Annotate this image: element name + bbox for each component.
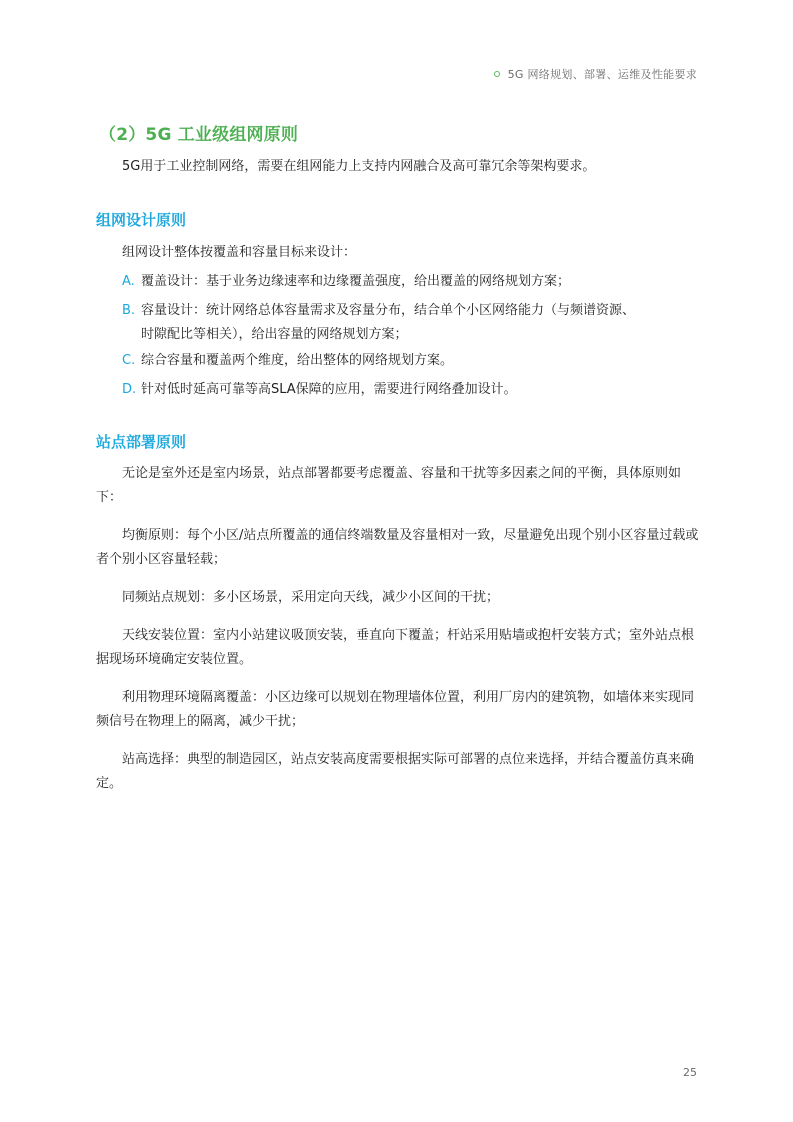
site-paragraph-height: 站高选择：典型的制造园区，站点安装高度需要根据实际可部署的点位来选择，并结合覆盖仿真来确定。 bbox=[96, 752, 695, 791]
list-text-line-1: 容量设计：统计网络总体容量需求及容量分布，结合单个小区网络能力（与频谱资源、 bbox=[141, 303, 636, 318]
site-paragraph-balance: 均衡原则：每个小区/站点所覆盖的通信终端数量及容量相对一致，尽量避免出现个别小区容量过载或者个别小区容量轻载； bbox=[96, 528, 699, 567]
list-text bbox=[141, 299, 635, 347]
list-text: 综合容量和覆盖两个维度，给出整体的网络规划方案。 bbox=[141, 353, 454, 368]
list-marker: D. bbox=[122, 382, 137, 397]
page-number: 25 bbox=[683, 1066, 697, 1079]
site-paragraph-isolation: 利用物理环境隔离覆盖：小区边缘可以规划在物理墙体位置，利用厂房内的建筑物，如墙体来实现同频信号在物理上的隔离，减少干扰； bbox=[96, 690, 695, 729]
list-text: 针对低时延高可靠等高SLA保障的应用，需要进行网络叠加设计。 bbox=[141, 382, 517, 397]
list-item-c bbox=[122, 349, 453, 373]
running-header-text: 5G 网络规划、部署、运维及性能要求 bbox=[507, 68, 697, 81]
list-marker: B. bbox=[122, 303, 136, 318]
list-text-line-2: 时隙配比等相关），给出容量的网络规划方案； bbox=[141, 327, 408, 342]
network-design-intro: 组网设计整体按覆盖和容量目标来设计： bbox=[122, 245, 357, 260]
list-text: 覆盖设计：基于业务边缘速率和边缘覆盖强度，给出覆盖的网络规划方案； bbox=[141, 274, 571, 289]
list-marker: A. bbox=[122, 274, 135, 289]
list-marker: C. bbox=[122, 353, 136, 368]
section-intro: 5G用于工业控制网络，需要在组网能力上支持内网融合及高可靠冗余等架构要求。 bbox=[122, 159, 596, 174]
site-paragraph-cochannel: 同频站点规划：多小区场景，采用定向天线，减少小区间的干扰； bbox=[122, 590, 500, 605]
list-item-d bbox=[122, 378, 517, 402]
list-item-a bbox=[122, 270, 570, 294]
bullet-circle-icon bbox=[494, 71, 500, 77]
site-paragraph-antenna: 天线安装位置：室内小站建议吸顶安装，垂直向下覆盖；杆站采用贴墙或抱杆安装方式；室外站点根据现场环境确定安装位置。 bbox=[96, 628, 695, 667]
site-deployment-heading: 站点部署原则 bbox=[96, 433, 187, 451]
running-header bbox=[494, 66, 697, 82]
list-item-b bbox=[122, 299, 635, 347]
section-title: （2）5G 工业级组网原则 bbox=[99, 125, 299, 145]
site-paragraph-intro: 无论是室外还是室内场景，站点部署都要考虑覆盖、容量和干扰等多因素之间的平衡，具体原则如下： bbox=[96, 466, 682, 505]
network-design-heading: 组网设计原则 bbox=[96, 211, 187, 229]
